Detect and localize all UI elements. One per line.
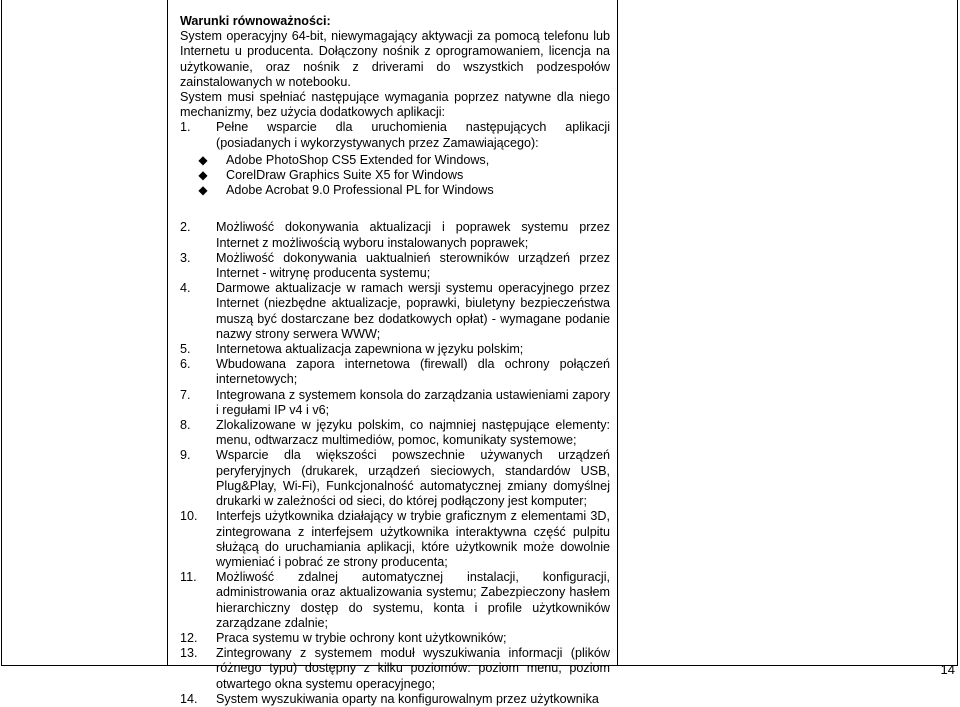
- list-item-number: 6.: [180, 357, 191, 372]
- list-item: [180, 692, 610, 707]
- list-item-text: System wyszukiwania oparty na konfigurowalnym przez użytkownika: [216, 691, 599, 706]
- list-item: [180, 509, 610, 570]
- list-item: [180, 120, 610, 150]
- list-item: [180, 342, 610, 357]
- list-item-number: 1.: [180, 120, 191, 135]
- list-item-text: Darmowe aktualizacje w ramach wersji systemu operacyjnego przez Internet (niezbędne aktualizacje, poprawki, biuletyny bezpieczeństwa muszą być dostarczane bez dodatkowych opłat) - wymagane podanie nazwy strony serwera WWW;: [216, 281, 610, 341]
- list-item: [180, 418, 610, 448]
- diamond-bullet-icon: ◆: [198, 183, 208, 198]
- list-item-number: 9.: [180, 448, 191, 463]
- list-item-number: 7.: [180, 387, 191, 402]
- list-item-number: 13.: [180, 646, 198, 661]
- list-item-number: 5.: [180, 342, 191, 357]
- list-item-text: Wbudowana zapora internetowa (firewall) dla ochrony połączeń internetowych;: [216, 357, 610, 387]
- diamond-bullet-icon: ◆: [198, 152, 208, 167]
- list-item: [180, 631, 610, 646]
- bullet-text: CorelDraw Graphics Suite X5 for Windows: [226, 168, 464, 183]
- list-item: [180, 357, 610, 387]
- list-item: [180, 220, 610, 250]
- list-item-number: 8.: [180, 418, 191, 433]
- list-item: [180, 251, 610, 281]
- list-item-text: Zlokalizowane w języku polskim, co najmniej następujące elementy: menu, odtwarzacz multimediów, pomoc, komunikaty systemowe;: [216, 418, 610, 448]
- list-item-text: Wsparcie dla większości powszechnie używanych urządzeń peryferyjnych (drukarek, urządzeń sieciowych, standardów USB, Plug&Play, Wi-Fi), Funkcjonalność automatycznej zmiany domyślnej drukarki w zależności od sieci, do której podłączony jest komputer;: [216, 448, 610, 509]
- bullet-item: [180, 168, 610, 183]
- list-item-text: Możliwość dokonywania aktualizacji i poprawek systemu przez Internet z możliwością wyboru instalowanych poprawek;: [216, 220, 610, 250]
- list-item-number: 14.: [180, 691, 198, 706]
- intro-paragraph: System musi spełniać następujące wymagania poprzez natywne dla niego mechanizmy, bez użycia dodatkowych aplikacji:: [180, 90, 610, 120]
- table-border-right: [957, 0, 958, 666]
- list-item-text: Pełne wsparcie dla uruchomienia następujących aplikacji (posiadanych i wykorzystywanych przez Zamawiającego):: [216, 120, 610, 150]
- list-item-number: 2.: [180, 220, 191, 235]
- list-item-number: 3.: [180, 250, 191, 265]
- bullet-item: [180, 183, 610, 198]
- list-item: [180, 281, 610, 342]
- list-item-text: Możliwość dokonywania uaktualnień sterowników urządzeń przez Internet - witrynę producenta systemu;: [216, 250, 610, 281]
- list-item: [180, 646, 610, 692]
- bullet-text: Adobe Acrobat 9.0 Professional PL for Windows: [226, 183, 494, 198]
- list-item: [180, 388, 610, 418]
- list-item-text: Integrowana z systemem konsola do zarządzania ustawieniami zapory i regułami IP v4 i v6;: [216, 387, 610, 417]
- bullet-text: Adobe PhotoShop CS5 Extended for Windows,: [226, 152, 490, 167]
- list-item: [180, 448, 610, 509]
- table-border-left: [1, 0, 2, 666]
- list-item-text: Zintegrowany z systemem moduł wyszukiwania informacji (plików różnego typu) dostępny z kilku poziomów: poziom menu, poziom otwartego okna systemu operacyjnego;: [216, 646, 610, 691]
- list-item: [180, 570, 610, 631]
- section-heading: Warunki równoważności:: [180, 14, 331, 28]
- list-item-text: Interfejs użytkownika działający w trybie graficznym z elementami 3D, zintegrowana z interfejsem użytkownika interaktywna część pulpitu służącą do uruchamiania aplikacji, które użytkownik może dowolnie wymieniać i pobrać ze strony producenta;: [216, 509, 610, 569]
- application-bullet-list: [180, 153, 610, 199]
- list-item-text: Możliwość zdalnej automatycznej instalacji, konfiguracji, administrowania oraz aktualizowania systemu; Zabezpieczony hasłem hierarchiczny dostęp do systemu, konta i profile użytkowników zarządzane zdalnie;: [216, 570, 610, 630]
- list-item-text: Internetowa aktualizacja zapewniona w języku polskim;: [216, 342, 524, 357]
- diamond-bullet-icon: ◆: [198, 168, 208, 183]
- list-item-text: Praca systemu w trybie ochrony kont użytkowników;: [216, 630, 507, 645]
- page-number: 14: [940, 661, 955, 677]
- list-item-number: 4.: [180, 281, 191, 296]
- list-item-number: 10.: [180, 509, 198, 524]
- requirements-cell: [180, 14, 610, 707]
- list-item-number: 11.: [180, 570, 197, 585]
- table-border-mid-left: [167, 0, 168, 666]
- intro-paragraph: System operacyjny 64-bit, niewymagający aktywacji za pomocą telefonu lub Internetu u producenta. Dołączony nośnik z oprogramowaniem, licencja na użytkowanie, oraz nośnik z driverami do wszystkich podzespołów zainstalowanych w notebooku.: [180, 29, 610, 89]
- list-item-number: 12.: [180, 630, 198, 645]
- numbered-requirement-list: [180, 220, 610, 707]
- bullet-item: [180, 153, 610, 168]
- table-border-mid-right: [617, 0, 618, 666]
